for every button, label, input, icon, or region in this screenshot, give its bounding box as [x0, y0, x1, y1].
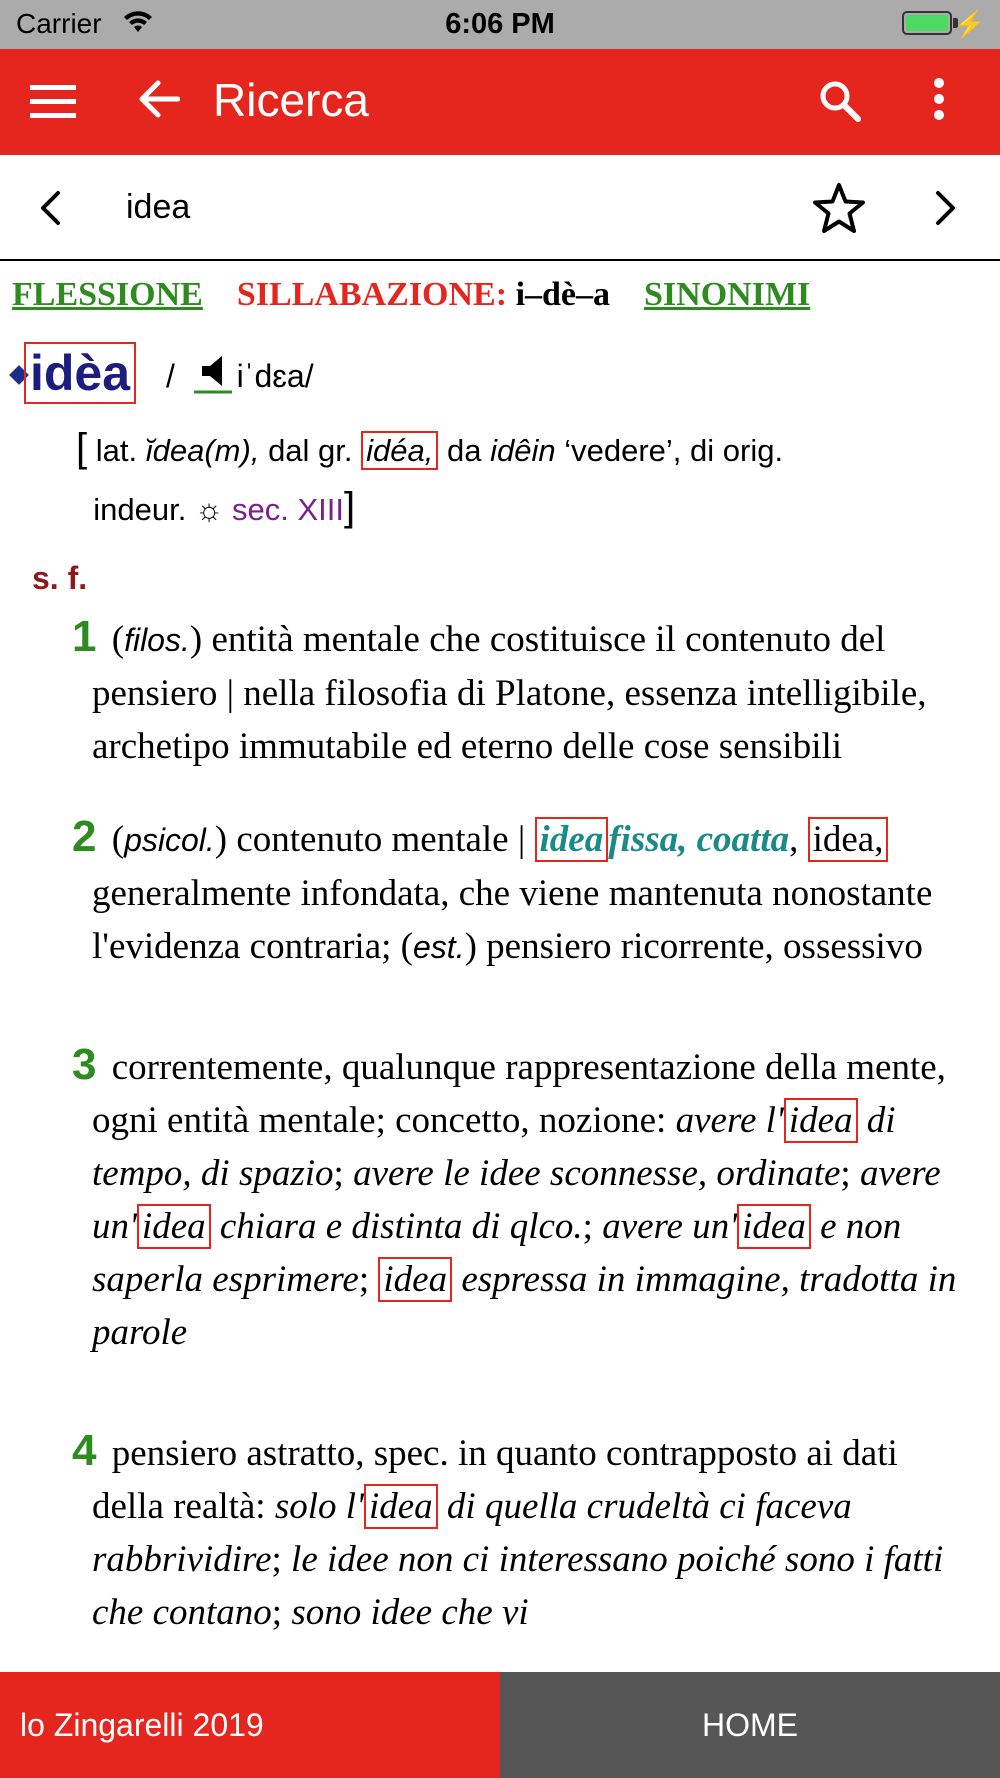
footer-bar — [0, 1672, 1000, 1778]
battery-icon — [902, 11, 952, 35]
sense-text: entità mentale che costituisce il contenuto del pensiero | nella filosofia di Platone, essenza intelligibile, archetipo immutabile ed eterno delle cose sensibili — [92, 619, 927, 767]
sense-label: est. — [413, 929, 465, 965]
sinonimi-link[interactable]: SINONIMI — [644, 276, 811, 313]
example-text: avere un' — [602, 1206, 738, 1247]
sense-number: 1 — [72, 612, 97, 661]
etym-close-bracket: ] — [343, 485, 356, 529]
keyword-highlight: idea — [364, 1484, 438, 1529]
sense-3 — [72, 1038, 972, 1359]
sense-number: 2 — [72, 812, 97, 861]
carrier-label: Carrier — [16, 8, 102, 39]
etymology — [76, 420, 956, 538]
example-text: espressa in immagine, tradotta in parole — [92, 1259, 957, 1353]
sense-text: correntemente, qualunque rappresentazione della mente, ogni entità mentale; concetto, nozione: — [92, 1047, 946, 1141]
pron-slash: / — [166, 358, 175, 394]
more-vert-icon[interactable] — [932, 77, 946, 126]
search-input[interactable] — [124, 187, 688, 228]
punct: ; — [333, 1153, 354, 1194]
sense-number: 3 — [72, 1040, 97, 1089]
pron-ipa: iˈdɛa/ — [236, 358, 314, 394]
page-title: Ricerca — [213, 74, 369, 126]
status-time: 6:06 PM — [445, 8, 555, 40]
keyword-highlight: idea — [378, 1257, 452, 1302]
sense-text: pensiero ricorrente, ossessivo — [486, 926, 923, 967]
phrase-text: fissa, coatta — [608, 819, 790, 860]
example-text: di tempo, di spazio — [92, 1100, 896, 1194]
next-entry-icon[interactable] — [934, 189, 958, 232]
sillabazione-value: i–dè–a — [515, 276, 611, 313]
sense-label: psicol. — [124, 822, 215, 858]
sense-text: contenuto mentale | — [236, 819, 526, 860]
keyword-highlight: idea — [137, 1204, 211, 1249]
etym-dal: dal gr. — [268, 433, 353, 468]
entry-links-row — [12, 276, 810, 314]
search-icon[interactable] — [818, 79, 862, 128]
punct: ; — [582, 1206, 603, 1247]
sense-number: 4 — [72, 1426, 97, 1475]
entry-content — [0, 262, 1000, 1672]
sense-4 — [72, 1424, 972, 1639]
charging-icon: ⚡ — [953, 9, 986, 39]
etym-lat: lat. — [95, 433, 138, 468]
keyword-highlight: idea — [737, 1204, 811, 1249]
favorite-star-icon[interactable] — [811, 181, 867, 240]
etym-indeur: indeur. — [93, 492, 187, 527]
phrase-keyword: idea — [535, 817, 609, 862]
etym-gr-word: idéa, — [361, 431, 438, 470]
etym-century: sec. XIII — [231, 492, 344, 527]
etym-idein: idêin — [490, 433, 556, 468]
keyword-highlight: idea, — [808, 817, 889, 862]
keyword-highlight: idea — [784, 1098, 858, 1143]
example-text: solo l' — [274, 1486, 364, 1527]
part-of-speech: s. f. — [32, 560, 88, 596]
example-text: avere l' — [675, 1100, 784, 1141]
example-text: e non saperla esprimere — [92, 1206, 902, 1300]
punct: ; ( — [381, 926, 413, 967]
speaker-icon[interactable] — [192, 352, 234, 399]
app-bar — [0, 49, 1000, 155]
etym-vedere: ‘vedere’, di orig. — [564, 433, 784, 468]
brand-button[interactable]: lo Zingarelli 2019 — [0, 1672, 500, 1778]
sense-text: generalmente infondata, che viene mantenuta nonostante l'evidenza contraria — [92, 873, 933, 967]
punct: ; — [271, 1592, 292, 1633]
example-text: chiara e distinta di qlco. — [219, 1206, 583, 1247]
back-arrow-icon[interactable] — [138, 79, 180, 124]
pronunciation — [166, 358, 314, 395]
flessione-link[interactable]: FLESSIONE — [12, 276, 203, 313]
example-text: le idee non ci interessano poiché sono i fatti che contano — [92, 1539, 944, 1633]
etym-open-bracket: [ — [76, 426, 88, 470]
home-button[interactable]: HOME — [500, 1672, 1000, 1778]
example-text: avere un' — [92, 1153, 941, 1247]
punct: , — [789, 819, 799, 860]
etym-lat-word: ĭdea(m), — [145, 433, 260, 468]
punct: ) — [464, 926, 477, 967]
example-text: avere le idee sconnesse, ordinate — [353, 1153, 841, 1194]
menu-icon[interactable] — [30, 85, 76, 124]
sun-icon: ☼ — [194, 492, 224, 527]
punct: ; — [840, 1153, 860, 1194]
previous-entry-icon[interactable] — [38, 189, 62, 232]
sense-1: 1 (filos.) entità mentale che costituisce il contenuto del pensiero | nella filosofia di Platone, essenza intelligibile, archetipo immutabile ed eterno delle cose sensibili — [72, 612, 927, 767]
headword: idèa — [24, 342, 136, 404]
example-text: sono idee che vi — [291, 1592, 529, 1633]
punct: ; — [358, 1259, 379, 1300]
status-bar — [0, 0, 1000, 49]
search-row — [0, 155, 1000, 261]
sense-text: pensiero astratto, spec. in quanto contrapposto ai dati della realtà: — [92, 1433, 898, 1527]
sillabazione-label: SILLABAZIONE: — [236, 276, 508, 313]
example-text: di quella crudeltà ci faceva rabbrividire — [92, 1486, 852, 1580]
etym-da: da — [447, 433, 482, 468]
punct: ; — [271, 1539, 292, 1580]
sense-label: filos. — [124, 622, 190, 658]
sense-2: 2 (psicol.) contenuto mentale | idea fissa, coatta, idea, generalmente infondata, che viene mantenuta nonostante l'evidenza contraria; (est.) pensiero ricorrente, ossessivo — [72, 812, 933, 967]
